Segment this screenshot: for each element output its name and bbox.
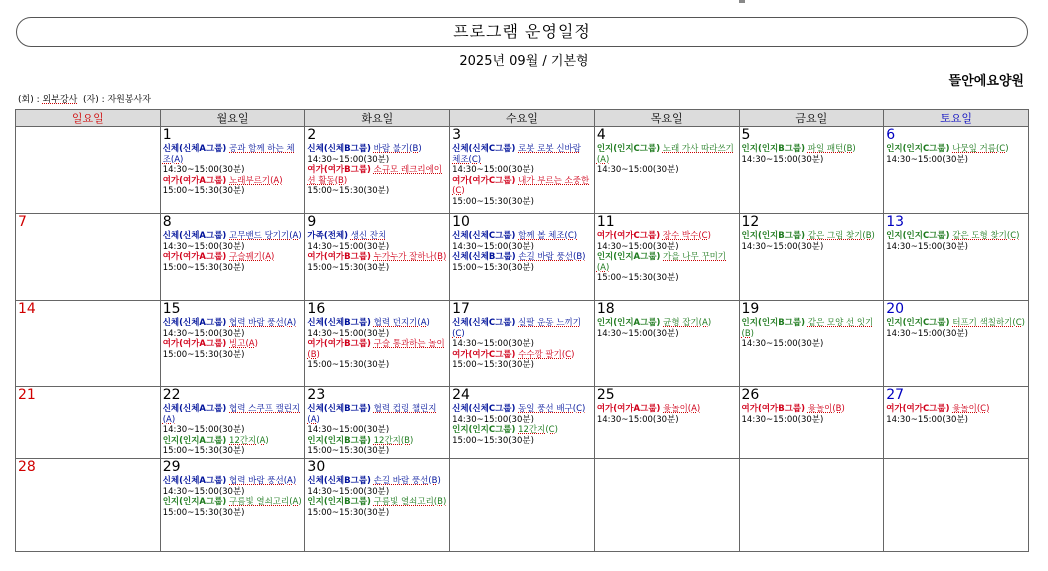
program-name: 손길 바람 풍선(B): [518, 252, 586, 262]
program-group-label: 인지(인지B그룹): [741, 231, 806, 241]
day-number: 28: [18, 459, 36, 475]
program-group-label: 여가(여가C그룹): [452, 175, 516, 186]
program-group-label: 인지(인지A그룹): [596, 318, 661, 328]
program-time: 14:30~15:00(30분): [162, 328, 245, 339]
program-time: 14:30~15:00(30분): [307, 241, 390, 252]
program-name: 가을 나무 꾸미기(A): [596, 252, 727, 273]
day-cell: [450, 459, 595, 552]
program-name: 장수 박수(C): [662, 231, 711, 241]
program-entry: [307, 339, 447, 360]
day-cell: [160, 301, 305, 387]
day-number: 23: [307, 387, 326, 403]
program-entry: [597, 404, 737, 415]
day-cell: [16, 387, 161, 459]
program-time: 14:30~15:00(30분): [886, 154, 968, 165]
program-group-label: 인지(인지B그룹): [741, 144, 806, 154]
calendar-table: [15, 109, 1029, 552]
day-cell: [594, 301, 739, 387]
program-name: 나뭇잎 거름(C): [952, 144, 1009, 154]
program-name: 12간지(C): [518, 425, 558, 435]
day-number: 24: [452, 387, 470, 403]
program-group-label: 신체(신체B그룹): [307, 404, 371, 414]
program-entry: [452, 176, 592, 197]
day-cell: [450, 214, 595, 301]
day-cell: [305, 214, 450, 301]
program-name: 내가 부르는 소중한(C): [452, 175, 590, 196]
week-row: [16, 301, 1029, 387]
program-group-label: 인지(인지C그룹): [452, 425, 516, 435]
week-row: [16, 127, 1029, 214]
day-cell: [739, 127, 884, 214]
legend-b-value: 자원봉사자: [107, 95, 151, 105]
program-time: 15:00~15:30(30분): [162, 507, 245, 518]
day-number: 3: [452, 127, 462, 143]
program-time: 15:00~15:30(30분): [307, 186, 390, 196]
legend: [18, 92, 151, 105]
day-cell: [594, 459, 739, 552]
program-entry: [163, 404, 303, 425]
program-time: 14:30~15:00(30분): [596, 241, 679, 252]
program-group-label: 신체(신체A그룹): [162, 144, 227, 154]
program-group-label: 인지(인지B그룹): [741, 318, 806, 328]
day-number: 25: [596, 387, 615, 403]
program-entry: [597, 231, 737, 242]
program-group-label: 신체(신체A그룹): [162, 318, 227, 328]
day-cell: [884, 387, 1029, 459]
program-name: 윷놀이(C): [952, 404, 990, 414]
program-entry: [163, 176, 303, 187]
program-entry: [307, 497, 447, 508]
day-number: 9: [307, 214, 317, 230]
program-name: 고무밴드 당기기(A): [229, 231, 302, 241]
program-time: 14:30~15:00(30분): [452, 339, 534, 349]
program-entry: [307, 404, 447, 425]
program-time: 14:30~15:00(30분): [596, 414, 679, 425]
program-name: 손길 바람 풍선(B): [373, 476, 441, 486]
program-name: 파일 패턴(B): [807, 144, 856, 154]
program-time: 14:30~15:00(30분): [307, 328, 390, 339]
program-group-label: 여가(여가B그룹): [307, 252, 371, 262]
day-cell: [305, 301, 450, 387]
day-number: 7: [18, 214, 27, 230]
day-cell: [739, 301, 884, 387]
program-time: 14:30~15:00(30분): [596, 165, 679, 175]
program-entry: [307, 165, 447, 186]
program-name: 같은 모양 선 잇기(B): [741, 318, 874, 339]
program-name: 협력 바람 풍선(A): [229, 476, 297, 486]
program-group-label: 여가(여가C그룹): [596, 231, 661, 241]
day-number: 1: [162, 127, 172, 143]
program-group-label: 인지(인지C그룹): [886, 144, 950, 154]
program-name: 협력 컵링 챌린지(A): [307, 404, 437, 425]
program-group-label: 여가(여가A그룹): [162, 252, 227, 262]
program-entry: [163, 144, 303, 165]
facility-name: 뜰안에요양원: [948, 74, 1024, 89]
day-cell: [594, 127, 739, 214]
week-row: [16, 387, 1029, 459]
program-name: 노래부르기(A): [229, 175, 283, 186]
day-cell: [160, 459, 305, 552]
program-entry: [307, 231, 447, 242]
day-number: 14: [18, 301, 36, 317]
program-name: 생신 잔치: [350, 231, 387, 241]
program-entry: [597, 318, 737, 329]
program-entry: [452, 252, 592, 263]
program-time: 15:00~15:30(30분): [307, 360, 390, 370]
day-cell: [16, 127, 161, 214]
program-time: 14:30~15:00(30분): [741, 339, 824, 349]
title-banner: [16, 17, 1028, 47]
legend-a-value: 외부강사: [42, 95, 78, 105]
program-time: 15:00~15:30(30분): [162, 349, 245, 360]
day-number: 5: [741, 127, 751, 143]
program-name: 구름빛 열쇠고리(B): [373, 497, 447, 507]
program-entry: [307, 476, 447, 487]
day-cell: [884, 459, 1029, 552]
day-cell: [160, 214, 305, 301]
program-group-label: 여가(여가B그룹): [741, 404, 806, 414]
program-group-label: 여가(여가C그룹): [886, 404, 950, 414]
program-time: 14:30~15:00(30분): [307, 486, 390, 497]
day-number: 13: [886, 214, 905, 230]
program-name: 구름빛 열쇠고리(A): [229, 497, 302, 507]
program-name: 협력 바람 풍선(A): [229, 318, 297, 328]
day-cell: [884, 301, 1029, 387]
program-name: 노래 가사 따라쓰기(A): [596, 144, 734, 165]
program-time: 14:30~15:00(30분): [886, 241, 968, 252]
program-time: 15:00~15:30(30분): [596, 273, 679, 283]
day-number: 17: [452, 301, 470, 317]
program-name: 바람 불기(B): [373, 144, 422, 154]
program-group-label: 신체(신체C그룹): [452, 404, 516, 414]
day-number: 20: [886, 301, 905, 317]
program-time: 14:30~15:00(30분): [886, 414, 968, 425]
legend-b-key: (자) :: [77, 95, 108, 105]
program-group-label: 인지(인지A그룹): [596, 252, 661, 262]
day-cell: [450, 127, 595, 214]
program-name: 소규모 레크리에이션 활동(B): [307, 165, 443, 186]
program-group-label: 인지(인지B그룹): [307, 435, 371, 446]
weekday-wednesday: 수요일: [450, 110, 595, 127]
program-time: 14:30~15:00(30분): [452, 414, 534, 425]
program-entry: [307, 144, 447, 155]
program-name: 수수깡 팔기(C): [518, 349, 575, 360]
program-time: 15:00~15:30(30분): [307, 446, 390, 456]
program-time: 14:30~15:00(30분): [162, 241, 245, 252]
program-entry: [742, 231, 882, 242]
program-entry: [886, 231, 1026, 242]
program-group-label: 신체(신체B그룹): [452, 252, 516, 262]
day-cell: [884, 127, 1029, 214]
day-cell: [160, 387, 305, 459]
top-scroll-marker: [739, 0, 745, 3]
day-number: 29: [162, 459, 181, 475]
day-cell: [305, 387, 450, 459]
program-group-label: 여가(여가B그룹): [307, 165, 371, 175]
program-name: 동일 풍선 배구(C): [518, 404, 586, 414]
program-time: 14:30~15:00(30분): [162, 165, 245, 175]
program-group-label: 여가(여가A그룹): [162, 339, 227, 349]
weekday-saturday: 토요일: [884, 110, 1029, 127]
program-entry: [742, 404, 882, 415]
program-time: 14:30~15:00(30분): [162, 486, 245, 497]
day-cell: [450, 387, 595, 459]
program-group-label: 인지(인지B그룹): [307, 497, 371, 507]
program-entry: [163, 231, 303, 242]
program-name: 윷놀이(B): [807, 404, 845, 414]
program-entry: [886, 404, 1026, 415]
day-cell: [16, 301, 161, 387]
weekday-monday: 월요일: [160, 110, 305, 127]
day-cell: [594, 214, 739, 301]
program-group-label: 신체(신체B그룹): [307, 144, 371, 154]
day-number: 6: [886, 127, 896, 143]
program-name: 빙고(A): [229, 339, 258, 349]
program-group-label: 여가(여가A그룹): [596, 404, 661, 414]
day-number: 30: [307, 459, 326, 475]
program-entry: [163, 339, 303, 350]
day-cell: [305, 459, 450, 552]
program-time: 14:30~15:00(30분): [741, 154, 824, 165]
day-number: 26: [741, 387, 760, 403]
program-time: 15:00~15:30(30분): [452, 196, 534, 207]
program-group-label: 신체(신체B그룹): [307, 476, 371, 486]
program-group-label: 여가(여가C그룹): [452, 349, 516, 360]
program-name: 협력 던지기(A): [373, 318, 430, 328]
program-group-label: 신체(신체C그룹): [452, 231, 516, 241]
program-name: 터프기 색칠하기(C): [952, 318, 1025, 328]
weekday-friday: 금요일: [739, 110, 884, 127]
program-time: 14:30~15:00(30분): [162, 425, 245, 435]
program-name: 구슬 통과하는 놀이(B): [307, 339, 445, 360]
program-time: 15:00~15:30(30분): [162, 262, 245, 273]
day-number: 4: [596, 127, 606, 143]
program-entry: [452, 350, 592, 361]
day-number: 27: [886, 387, 905, 403]
program-time: 14:30~15:00(30분): [741, 241, 824, 252]
day-number: 22: [162, 387, 181, 403]
program-group-label: 인지(인지A그룹): [162, 497, 227, 507]
page-subtitle: 2025년 09월 / 기본형: [459, 54, 589, 69]
day-number: 16: [307, 301, 326, 317]
program-entry: [597, 252, 737, 273]
program-entry: [886, 144, 1026, 155]
day-number: 19: [741, 301, 760, 317]
program-time: 15:00~15:30(30분): [452, 262, 534, 273]
day-cell: [739, 214, 884, 301]
program-time: 14:30~15:00(30분): [307, 154, 390, 165]
program-entry: [163, 252, 303, 263]
day-cell: [739, 459, 884, 552]
program-name: 함께 볼 체조(C): [518, 231, 578, 241]
program-time: 15:00~15:30(30분): [307, 507, 390, 518]
week-row: [16, 214, 1029, 301]
program-entry: [452, 425, 592, 436]
program-entry: [886, 318, 1026, 329]
day-cell: [884, 214, 1029, 301]
weekday-header-row: [16, 110, 1029, 127]
day-cell: [739, 387, 884, 459]
program-name: 윷놀이(A): [663, 404, 701, 414]
program-group-label: 인지(인지C그룹): [886, 318, 950, 328]
program-time: 14:30~15:00(30분): [452, 165, 534, 175]
program-name: 12간지(B): [373, 435, 414, 446]
program-time: 14:30~15:00(30분): [307, 425, 390, 435]
program-name: 로봇 로봇 신바람 체조(C): [452, 144, 581, 165]
program-time: 15:00~15:30(30분): [452, 360, 534, 370]
program-entry: [742, 318, 882, 339]
program-name: 누가누가 잘하나(B): [373, 252, 447, 262]
program-group-label: 신체(신체C그룹): [452, 318, 516, 328]
program-time: 15:00~15:30(30분): [452, 435, 534, 446]
day-number: 8: [162, 214, 172, 230]
program-entry: [163, 318, 303, 329]
weekday-tuesday: 화요일: [305, 110, 450, 127]
day-number: 10: [452, 214, 470, 230]
day-number: 18: [596, 301, 615, 317]
program-name: 같은 도형 찾기(C): [952, 231, 1020, 241]
program-group-label: 신체(신체A그룹): [162, 231, 227, 241]
program-name: 구슬꿰기(A): [229, 252, 275, 262]
program-group-label: 인지(인지A그룹): [162, 435, 227, 446]
program-group-label: 여가(여가B그룹): [307, 339, 371, 349]
day-number: 21: [18, 387, 36, 403]
day-cell: [450, 301, 595, 387]
program-entry: [452, 404, 592, 415]
day-number: 15: [162, 301, 181, 317]
day-cell: [594, 387, 739, 459]
day-cell: [16, 459, 161, 552]
day-number: 12: [741, 214, 760, 230]
program-time: 14:30~15:00(30분): [596, 328, 679, 339]
day-cell: [305, 127, 450, 214]
program-entry: [163, 436, 303, 447]
week-row: [16, 459, 1029, 552]
program-name: 협력 스쿠프 캘린지(A): [162, 404, 301, 425]
program-entry: [597, 144, 737, 165]
program-entry: [307, 252, 447, 263]
day-cell: [160, 127, 305, 214]
program-group-label: 가족(전체): [307, 231, 349, 241]
program-name: 12간지(A): [229, 435, 269, 446]
program-entry: [307, 436, 447, 447]
program-entry: [742, 144, 882, 155]
program-name: 균형 잡기(A): [663, 318, 712, 328]
program-group-label: 인지(인지C그룹): [596, 144, 661, 154]
program-group-label: 신체(신체A그룹): [162, 404, 227, 414]
legend-a-key: (회) :: [18, 95, 43, 105]
program-entry: [452, 231, 592, 242]
program-group-label: 인지(인지C그룹): [886, 231, 950, 241]
program-group-label: 신체(신체B그룹): [307, 318, 371, 328]
day-cell: [16, 214, 161, 301]
weekday-sunday: 일요일: [16, 110, 161, 127]
program-entry: [452, 318, 592, 339]
program-time: 15:00~15:30(30분): [162, 186, 245, 196]
program-entry: [163, 476, 303, 487]
day-number: 11: [596, 214, 615, 230]
day-number: 2: [307, 127, 317, 143]
program-entry: [452, 144, 592, 165]
program-time: 15:00~15:30(30분): [307, 262, 390, 273]
program-name: 실팔 운동 느끼기(C): [452, 318, 581, 339]
program-entry: [307, 318, 447, 329]
program-time: 14:30~15:00(30분): [452, 241, 534, 252]
weekday-thursday: 목요일: [594, 110, 739, 127]
program-group-label: 신체(신체C그룹): [452, 144, 516, 154]
program-entry: [163, 497, 303, 508]
program-name: 공과 함께 하는 체조(A): [162, 144, 295, 165]
program-time: 14:30~15:00(30분): [741, 414, 824, 425]
page-title: 프로그램 운영일정: [453, 22, 591, 41]
program-time: 14:30~15:00(30분): [886, 328, 968, 339]
program-time: 15:00~15:30(30분): [162, 446, 245, 456]
program-name: 같은 그림 찾기(B): [807, 231, 875, 241]
program-group-label: 여가(여가A그룹): [162, 175, 227, 186]
program-group-label: 신체(신체A그룹): [162, 476, 227, 486]
